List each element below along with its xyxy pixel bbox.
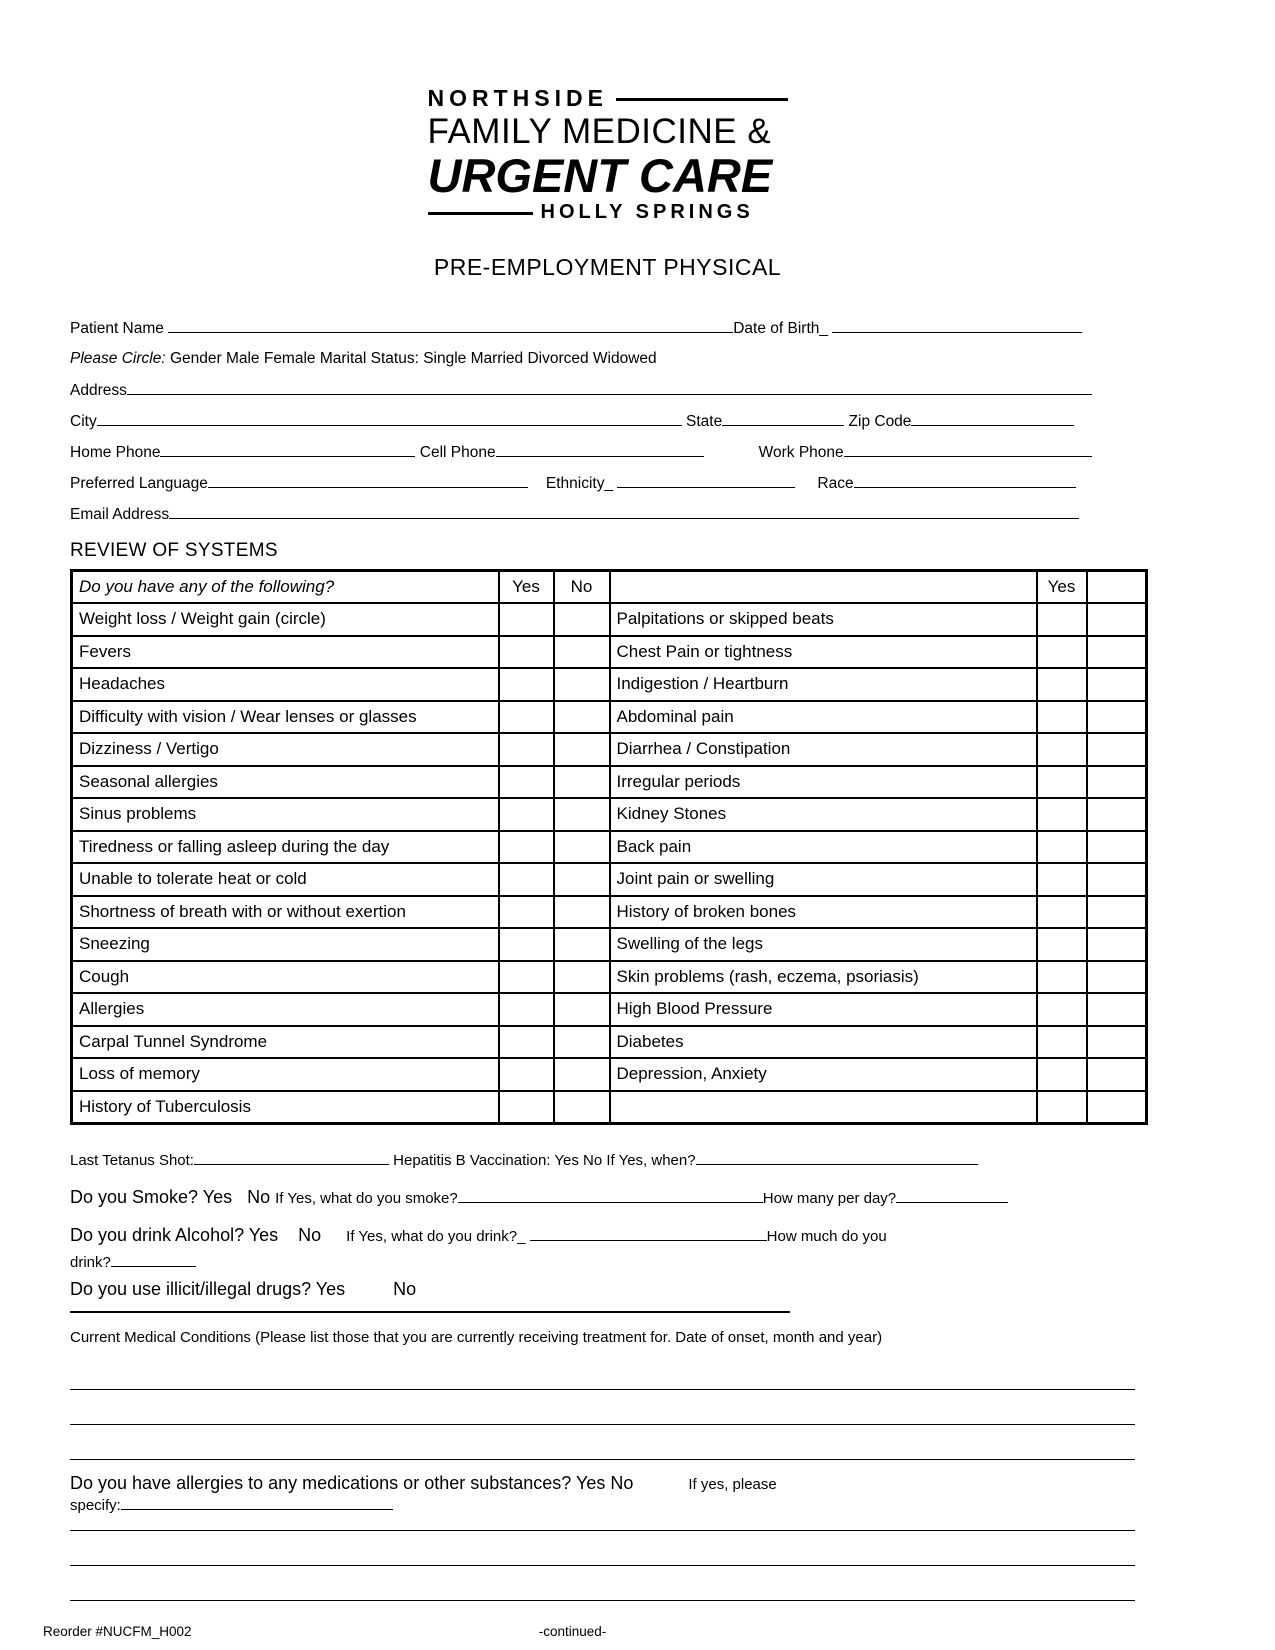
symptom-label-left: Weight loss / Weight gain (circle) [72,603,499,636]
no-checkbox-right[interactable] [1087,603,1147,636]
smoke-question[interactable]: Do you Smoke? Yes No [70,1186,276,1207]
symptom-label-right: Irregular periods [610,766,1037,799]
hepatitis-label: Hepatitis B Vaccination: Yes No If Yes, when? [388,1151,696,1169]
symptom-label-left: Sinus problems [72,798,499,831]
reorder-number: Reorder #NUCFM_H002 [43,1624,192,1639]
smoke-perday-label: How many per day? [762,1189,897,1207]
symptom-label-left: Fevers [72,636,499,669]
logo-rule-right [616,98,788,101]
symptom-label-left: Unable to tolerate heat or cold [72,863,499,896]
allergies-line-1[interactable] [70,1530,1135,1531]
yes-checkbox-right[interactable] [1037,1058,1087,1091]
no-checkbox-right[interactable] [1087,896,1147,929]
no-checkbox-right[interactable] [1087,961,1147,994]
no-checkbox-left[interactable] [554,831,610,864]
history-questions-section [70,1149,1145,1601]
conditions-line-1[interactable] [70,1389,1135,1390]
no-checkbox-left[interactable] [554,1026,610,1059]
no-checkbox-left[interactable] [554,701,610,734]
no-checkbox-right[interactable] [1087,993,1147,1026]
allergies-question[interactable]: Do you have allergies to any medications or other substances? Yes No [70,1472,634,1493]
no-checkbox-left[interactable] [554,766,610,799]
address-field[interactable] [127,379,1092,395]
yes-checkbox-left[interactable] [499,1091,554,1124]
ros-row [72,896,1147,929]
no-checkbox-right[interactable] [1087,636,1147,669]
yes-checkbox-left[interactable] [499,766,554,799]
email-label: Email Address [70,506,170,523]
ros-row [72,668,1147,701]
yes-checkbox-left[interactable] [499,863,554,896]
alcohol-question[interactable]: Do you drink Alcohol? Yes No [70,1224,347,1245]
no-checkbox-left[interactable] [554,798,610,831]
ros-header-row [72,571,1147,604]
ethnicity-field[interactable] [617,472,795,488]
ros-row [72,1091,1147,1124]
yes-checkbox-left[interactable] [499,1058,554,1091]
ros-header-yes-left: Yes [499,571,554,604]
no-checkbox-right[interactable] [1087,1058,1147,1091]
no-checkbox-right[interactable] [1087,668,1147,701]
yes-checkbox-right[interactable] [1037,636,1087,669]
yes-checkbox-right[interactable] [1037,831,1087,864]
ros-row [72,701,1147,734]
symptom-label-left: Difficulty with vision / Wear lenses or glasses [72,701,499,734]
logo-northside-text: NORTHSIDE [427,85,608,111]
no-checkbox-right[interactable] [1087,766,1147,799]
ros-table-body [72,571,1147,1124]
no-checkbox-right[interactable] [1087,1026,1147,1059]
symptom-label-left: Tiredness or falling asleep during the day [72,831,499,864]
yes-checkbox-right[interactable] [1037,896,1087,929]
yes-checkbox-left[interactable] [499,1026,554,1059]
hepatitis-when-field[interactable] [696,1149,978,1165]
ethnicity-label: Ethnicity_ [545,475,618,492]
dob-field[interactable] [832,317,1082,333]
symptom-label-left: Dizziness / Vertigo [72,733,499,766]
symptom-label-right: Chest Pain or tightness [610,636,1037,669]
ros-row [72,733,1147,766]
yes-checkbox-left[interactable] [499,831,554,864]
yes-checkbox-right[interactable] [1037,961,1087,994]
yes-checkbox-left[interactable] [499,798,554,831]
dob-label: Date of Birth_ [733,320,833,337]
drugs-question[interactable]: Do you use illicit/illegal drugs? Yes [70,1278,346,1299]
yes-checkbox-left[interactable] [499,733,554,766]
symptom-label-left: Carpal Tunnel Syndrome [72,1026,499,1059]
drugs-answer-line[interactable] [70,1311,790,1313]
cell-phone-field[interactable] [496,441,704,457]
specify-field[interactable] [121,1494,393,1510]
review-of-systems-table [70,569,1148,1125]
drugs-no-option[interactable]: No [393,1278,417,1299]
ros-header-question: Do you have any of the following? [72,571,499,604]
ros-row [72,636,1147,669]
ros-row [72,928,1147,961]
no-checkbox-left[interactable] [554,961,610,994]
please-circle-label: Please Circle: [70,350,170,367]
symptom-label-right: Skin problems (rash, eczema, psoriasis) [610,961,1037,994]
logo-rule-left [428,212,533,215]
yes-checkbox-left[interactable] [499,896,554,929]
symptom-label-left: Cough [72,961,499,994]
logo-holly-springs-text: HOLLY SPRINGS [540,201,754,223]
yes-checkbox-right[interactable] [1037,1026,1087,1059]
logo-urgent-care-text: URGENT CARE [427,149,773,202]
review-of-systems-title: REVIEW OF SYSTEMS [70,540,278,561]
ros-row [72,1026,1147,1059]
ros-row [72,961,1147,994]
yes-checkbox-left[interactable] [499,993,554,1026]
address-label: Address [70,382,127,399]
no-checkbox-right[interactable] [1087,733,1147,766]
work-phone-field[interactable] [844,441,1092,457]
no-checkbox-right[interactable] [1087,701,1147,734]
allergies-note-label: If yes, please [688,1475,777,1493]
home-phone-field[interactable] [160,441,415,457]
yes-checkbox-left[interactable] [499,603,554,636]
preferred-language-label: Preferred Language [70,475,208,492]
ros-header-blank [610,571,1037,604]
no-checkbox-left[interactable] [554,603,610,636]
yes-checkbox-left[interactable] [499,701,554,734]
symptom-label-left: Shortness of breath with or without exertion [72,896,499,929]
yes-checkbox-left[interactable] [499,961,554,994]
yes-checkbox-right[interactable] [1037,928,1087,961]
logo-family-medicine-text: FAMILY MEDICINE & [427,112,772,151]
ros-row [72,603,1147,636]
clinic-logo [428,85,788,224]
yes-checkbox-right[interactable] [1037,766,1087,799]
smoke-followup-label: If Yes, what do you smoke? [275,1189,458,1207]
gender-marital-options[interactable]: Gender Male Female Marital Status: Single Married Divorced Widowed [169,350,657,367]
yes-checkbox-right[interactable] [1037,798,1087,831]
no-checkbox-right[interactable] [1087,928,1147,961]
tetanus-field[interactable] [194,1149,389,1165]
alcohol-howmuch-label: How much do you [766,1227,887,1245]
ros-header-no-left: No [554,571,610,604]
continued-label: -continued- [538,1624,607,1639]
no-checkbox-right[interactable] [1087,1091,1147,1124]
ros-row [72,1058,1147,1091]
email-field[interactable] [169,503,1079,519]
current-conditions-label: Current Medical Conditions (Please list those that you are currently receiving treatment for. Date of onset, month and year) [70,1328,883,1346]
yes-checkbox-left[interactable] [499,636,554,669]
alcohol-howmuch-field[interactable] [111,1251,196,1267]
no-checkbox-right[interactable] [1087,798,1147,831]
symptom-label-left: History of Tuberculosis [72,1091,499,1124]
symptom-label-right: Swelling of the legs [610,928,1037,961]
cell-phone-label: Cell Phone [415,444,496,461]
symptom-label-right: Joint pain or swelling [610,863,1037,896]
state-field[interactable] [722,410,844,426]
smoke-what-field[interactable] [458,1187,763,1203]
symptom-label-right: Palpitations or skipped beats [610,603,1037,636]
yes-checkbox-right[interactable] [1037,701,1087,734]
no-checkbox-left[interactable] [554,896,610,929]
work-phone-label: Work Phone [758,444,844,461]
symptom-label-left: Headaches [72,668,499,701]
no-checkbox-left[interactable] [554,733,610,766]
conditions-line-3[interactable] [70,1459,1135,1460]
yes-checkbox-right[interactable] [1037,603,1087,636]
conditions-line-2[interactable] [70,1424,1135,1425]
city-field[interactable] [97,410,682,426]
no-checkbox-left[interactable] [554,636,610,669]
yes-checkbox-right[interactable] [1037,863,1087,896]
ros-header-yes-right: Yes [1037,571,1087,604]
symptom-label-right: Kidney Stones [610,798,1037,831]
ros-row [72,831,1147,864]
zip-label: Zip Code [844,413,912,430]
symptom-label-right: Abdominal pain [610,701,1037,734]
tetanus-label: Last Tetanus Shot: [70,1151,194,1169]
yes-checkbox-right[interactable] [1037,1091,1087,1124]
city-label: City [70,413,97,430]
patient-name-label: Patient Name [70,320,169,337]
symptom-label-right: Back pain [610,831,1037,864]
symptom-label-right: History of broken bones [610,896,1037,929]
alcohol-followup-label: If Yes, what do you drink?_ [346,1227,530,1245]
zip-field[interactable] [911,410,1074,426]
symptom-label-right: Diabetes [610,1026,1037,1059]
no-checkbox-right[interactable] [1087,863,1147,896]
ros-row [72,863,1147,896]
yes-checkbox-right[interactable] [1037,668,1087,701]
symptom-label-right [610,1091,1037,1124]
yes-checkbox-left[interactable] [499,668,554,701]
allergies-line-3[interactable] [70,1600,1135,1601]
smoke-perday-field[interactable] [896,1187,1008,1203]
no-checkbox-right[interactable] [1087,831,1147,864]
preferred-language-field[interactable] [208,472,528,488]
yes-checkbox-left[interactable] [499,928,554,961]
symptom-label-left: Loss of memory [72,1058,499,1091]
no-checkbox-left[interactable] [554,668,610,701]
symptom-label-right: Indigestion / Heartburn [610,668,1037,701]
patient-name-field[interactable] [168,317,733,333]
race-label: Race [817,475,854,492]
home-phone-label: Home Phone [70,444,161,461]
ros-row [72,993,1147,1026]
state-label: State [681,413,723,430]
symptom-label-right: Diarrhea / Constipation [610,733,1037,766]
specify-label: specify: [70,1496,121,1514]
no-checkbox-left[interactable] [554,928,610,961]
patient-info-section [70,317,1145,534]
allergies-line-2[interactable] [70,1565,1135,1566]
symptom-label-left: Seasonal allergies [72,766,499,799]
symptom-label-left: Sneezing [72,928,499,961]
no-checkbox-left[interactable] [554,1091,610,1124]
no-checkbox-left[interactable] [554,1058,610,1091]
race-field[interactable] [854,472,1076,488]
form-title: PRE-EMPLOYMENT PHYSICAL [433,254,782,280]
page-footer [0,1624,1275,1642]
no-checkbox-left[interactable] [554,993,610,1026]
yes-checkbox-right[interactable] [1037,993,1087,1026]
alcohol-what-field[interactable] [530,1225,767,1241]
symptom-label-right: Depression, Anxiety [610,1058,1037,1091]
ros-row [72,798,1147,831]
symptom-label-left: Allergies [72,993,499,1026]
ros-row [72,766,1147,799]
yes-checkbox-right[interactable] [1037,733,1087,766]
symptom-label-right: High Blood Pressure [610,993,1037,1026]
alcohol-drink2-label: drink? [70,1253,111,1271]
no-checkbox-left[interactable] [554,863,610,896]
ros-header-blank-right [1087,571,1147,604]
